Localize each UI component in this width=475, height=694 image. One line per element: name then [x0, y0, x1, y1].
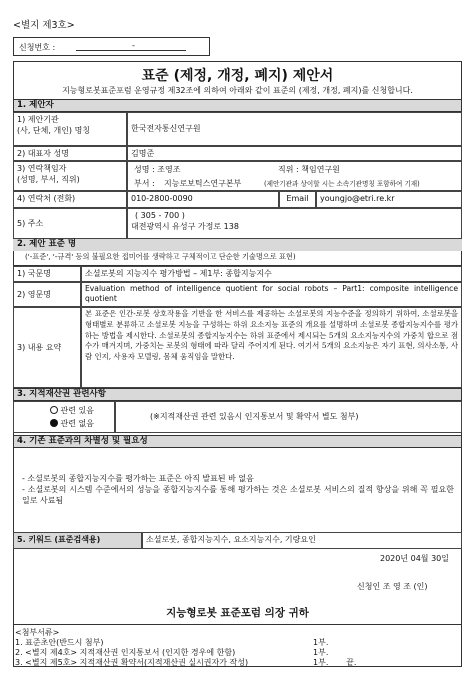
- section-2-title: 2. 제안 표준 명: [13, 239, 462, 251]
- contact-dept-note: (제안기관과 상이할 시는 소속기관명칭 포함하여 기재): [264, 180, 420, 188]
- attachment-item: [15, 638, 455, 648]
- ip-option-no[interactable]: [50, 418, 94, 429]
- email-label: Email: [279, 191, 316, 208]
- section-4-body: [22, 473, 454, 506]
- addressee: 지능형로봇 표준포럼 의장 귀하: [166, 607, 309, 619]
- application-number-value: -: [132, 41, 135, 50]
- address-street: 대전광역시 유성구 가정로 138: [131, 222, 239, 231]
- attachment-item-text: 2. <별지 제4호> 지적재산권 인지통보서 (인지한 경우에 한함): [15, 648, 236, 657]
- org-value[interactable]: 한국전자통신연구원: [127, 112, 462, 146]
- attachment-item-count: 1부. 끝.: [313, 658, 357, 667]
- radio-filled-icon: [50, 419, 58, 427]
- attachment-item-count: 1부.: [313, 648, 329, 657]
- contact-name: 성명 : 조영조: [134, 165, 181, 174]
- korean-name-label: 1) 국문명: [13, 266, 81, 282]
- address-label: 5) 주소: [13, 208, 127, 239]
- ip-option-yes-label: 관련 있음: [60, 406, 95, 415]
- english-name-value[interactable]: Evaluation method of intelligence quotient for social robots – Part1: composite intelligence quotient: [81, 282, 462, 307]
- section-1-header: 1. 제안자: [13, 99, 462, 112]
- form-intro: 지능형로봇표준포럼 운영규정 제32조에 의하여 아래와 같이 표준의 (제정, 개정, 폐지)를 신청합니다.: [62, 86, 413, 95]
- ip-option-no-label: 관련 없음: [60, 419, 95, 428]
- section-4-line-1: - 소셜로봇의 종합지능지수를 평가하는 표준은 아직 발표된 바 없음: [22, 474, 254, 483]
- applicant-signature: 신청인 조 영 조 (인): [357, 582, 428, 591]
- rep-value[interactable]: 김명준: [127, 146, 462, 161]
- radio-empty-icon: [50, 406, 58, 414]
- summary-value[interactable]: 본 표준은 인간-로봇 상호작용을 기반을 한 서비스를 제공하는 소셜로봇의 지능수준을 정의하기 위하여, 소셜로봇을 형태별로 분류하고 소셜로봇 지능을 구성하는 하위 요소지능 표준의 개요를 설명하며 소셜로봇 종합지능지수를 평가하는 방법을 제시한다. 소셜로봇의 종합지능지수는 하위 표준에서 제시되는 5개의 요소지능지수의 가중치 합으로 점수가 매겨지며, 가중치는 로봇의 형태에 따라 달리 주어지게 된다. 여기서 5개의 요소지능은 자기 표현, 의사소통, 사람 인지, 사용자 모델링, 몸체 움직임을 말한다.: [81, 307, 462, 388]
- ip-options: [13, 401, 115, 433]
- contact-label: 3) 연락책임자 (성명, 부서, 직위): [13, 161, 127, 191]
- section-3-header: 3. 지적재산권 관련사항: [13, 388, 462, 401]
- keyword-label: 5. 키워드 (표준검색용): [13, 532, 142, 549]
- attachment-item-text: 3. <별지 제5호> 지적재산권 확약서(지적재산권 실시권자가 작성): [15, 658, 249, 667]
- application-number-box: [13, 37, 210, 56]
- address-zip: ( 305 - 700 ): [135, 211, 185, 220]
- attachment-item-text: 1. 표준초안(반드시 첨부): [15, 638, 104, 647]
- ip-note: (※지적재산권 관련 있음시 인지통보서 및 확약서 별도 첨부): [115, 401, 462, 433]
- email-value[interactable]: youngjo@etri.re.kr: [316, 191, 462, 208]
- contact-dept-label: 부서 :: [134, 179, 155, 188]
- section-4-header: 4. 기존 표준과의 차별성 및 필요성: [13, 435, 462, 448]
- phone-label: 4) 연락처 (전화): [13, 191, 127, 208]
- keyword-value[interactable]: 소셜로봇, 종합지능지수, 요소지능지수, 기량요인: [142, 532, 462, 549]
- org-label: 1) 제안기관 (사, 단체, 개인) 명칭: [13, 112, 127, 146]
- form-title: 표준 (제정, 개정, 폐지) 제안서: [141, 68, 334, 84]
- korean-name-value[interactable]: 소셜로봇의 지능지수 평가방법 – 제1부: 종합지능지수: [81, 266, 462, 282]
- contact-position: 직위 : 책임연구원: [278, 165, 340, 174]
- attachments-list: [15, 638, 455, 668]
- form-number: <별지 제3호>: [13, 20, 75, 31]
- contact-dept: 지능로보틱스연구본부: [164, 179, 242, 188]
- section-2-note: ('-표준', '-규격' 등의 불필요한 접미어를 생략하고 구체적이고 단순한 기술명으로 표현): [25, 252, 296, 261]
- attachments-divider: [13, 624, 462, 625]
- section-2-header: [13, 239, 462, 266]
- submit-date: 2020년 04월 30일: [380, 554, 449, 563]
- application-number-label: 신청번호 :: [19, 43, 56, 52]
- summary-label: 3) 내용 요약: [13, 307, 81, 388]
- attachment-item: [15, 658, 455, 668]
- attachment-item: [15, 648, 455, 658]
- english-name-label: 2) 영문명: [13, 282, 81, 307]
- application-number-line[interactable]: [76, 50, 186, 51]
- ip-option-yes[interactable]: [50, 405, 94, 416]
- address-value[interactable]: [127, 208, 462, 239]
- attachments-title: <첨부서류>: [15, 628, 60, 637]
- contact-value[interactable]: [127, 161, 462, 191]
- rep-label: 2) 대표자 성명: [13, 146, 127, 161]
- section-4-line-2: - 소셜로봇의 시스템 수준에서의 성능을 종합지능지수를 통해 평가하는 것은 소셜로봇 서비스의 질적 향상을 위해 꼭 필요한 일로 사료됨: [22, 485, 454, 505]
- attachment-item-count: 1부.: [313, 638, 329, 647]
- phone-value[interactable]: 010-2800-0090: [127, 191, 279, 208]
